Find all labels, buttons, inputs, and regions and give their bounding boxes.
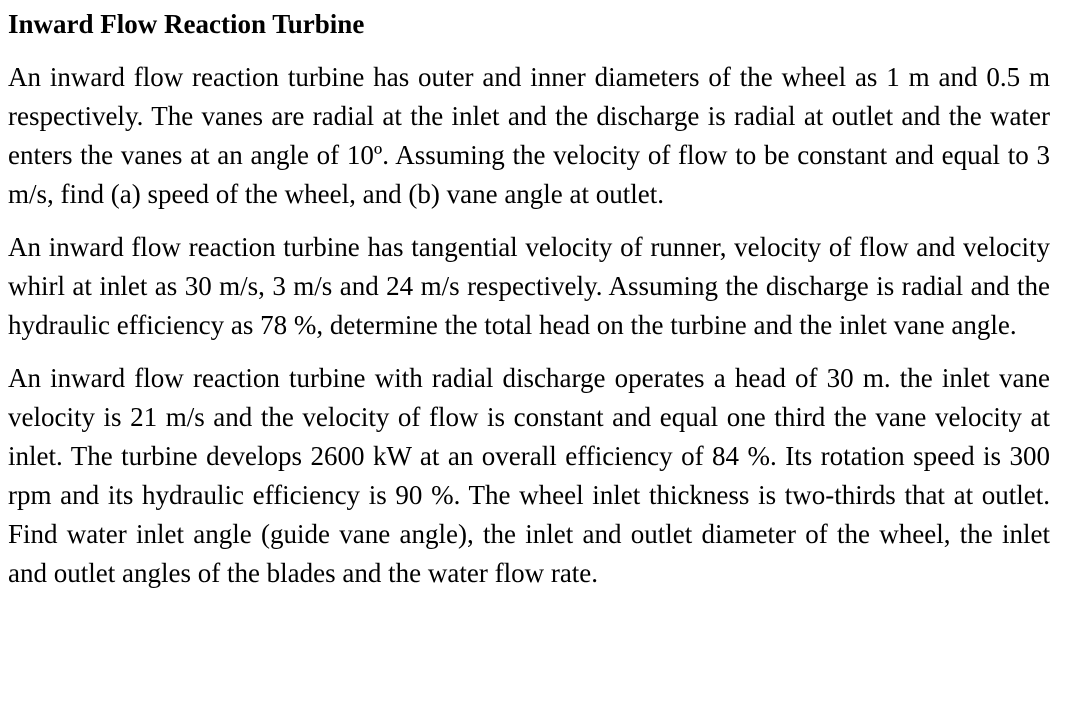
document-title: Inward Flow Reaction Turbine: [8, 9, 365, 39]
problem-paragraph-2: An inward flow reaction turbine has tangential velocity of runner, velocity of flow and velocity whirl at inlet as 30 m/s, 3 m/s and 24 m/s respectively. Assuming the discharge is radial and the hydraulic efficiency as 78 %, determine the total head on the turbine and the inlet vane angle.: [8, 232, 1050, 340]
problem-paragraph-3: An inward flow reaction turbine with radial discharge operates a head of 30 m. the inlet vane velocity is 21 m/s and the velocity of flow is constant and equal one third the vane velocity at inlet. The turbine develops 2600 kW at an overall efficiency of 84 %. Its rotation speed is 300 rpm and its hydraulic efficiency is 90 %. The wheel inlet thickness is two-thirds that at outlet. Find water inlet angle (guide vane angle), the inlet and outlet diameter of the wheel, the inlet and outlet angles of the blades and the water flow rate.: [8, 363, 1050, 588]
problem-paragraph-1: An inward flow reaction turbine has outer and inner diameters of the wheel as 1 m and 0.5 m respectively. The vanes are radial at the inlet and the discharge is radial at outlet and the water enters the vanes at an angle of 10º. Assuming the velocity of flow to be constant and equal to 3 m/s, find (a) speed of the wheel, and (b) vane angle at outlet.: [8, 62, 1050, 209]
